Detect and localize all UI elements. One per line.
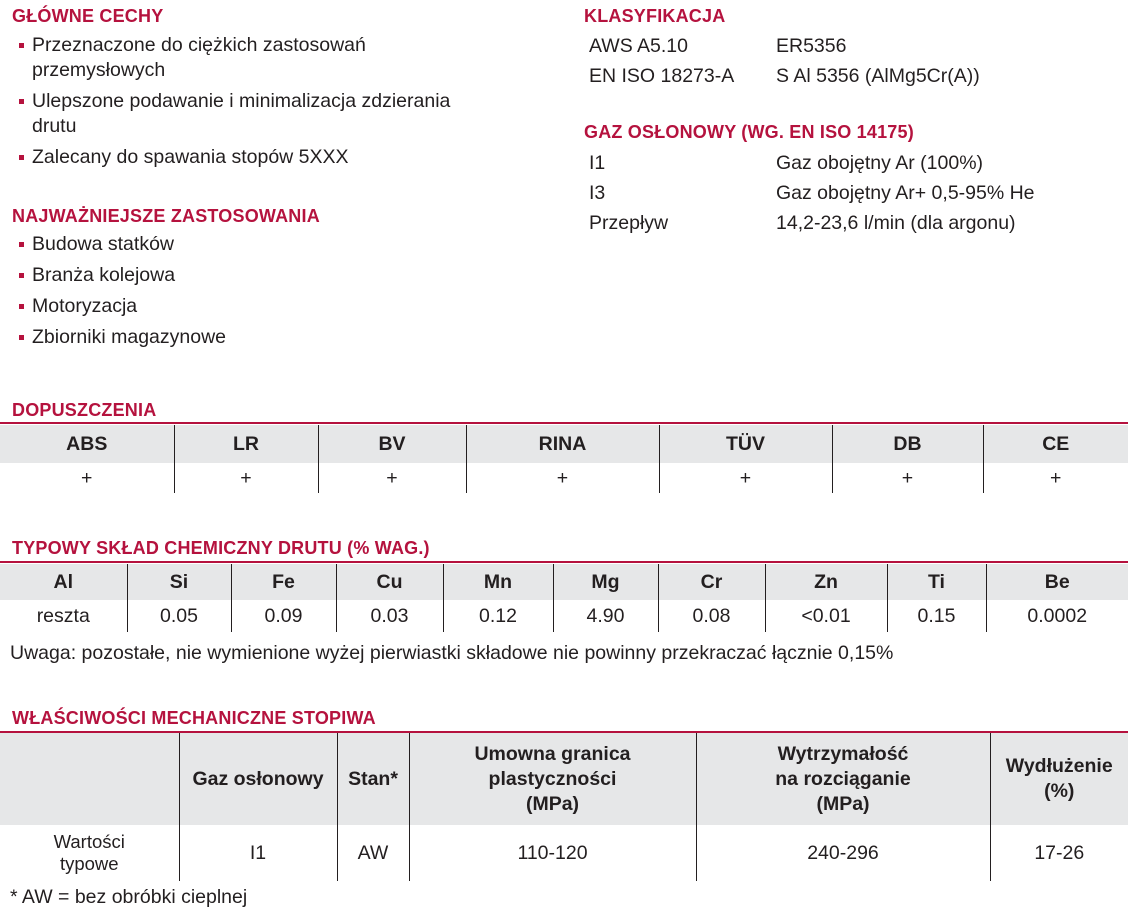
gas-value: Gaz obojętny Ar (100%)	[776, 152, 984, 174]
list-item: Branża kolejowa	[14, 263, 494, 288]
chemistry-divider	[0, 561, 1128, 563]
table-header-cell: Stan*	[337, 733, 409, 825]
gas-key: I3	[589, 182, 606, 204]
gas-value: Gaz obojętny Ar+ 0,5-95% He	[776, 182, 1035, 204]
table-header-cell: Zn	[765, 564, 887, 600]
classification-heading: KLASYFIKACJA	[584, 6, 726, 26]
classification-standard: EN ISO 18273-A	[589, 65, 735, 87]
table-header-cell: Cr	[658, 564, 765, 600]
list-item: Budowa statków	[14, 232, 494, 257]
chemistry-note: Uwaga: pozostałe, nie wymienione wyżej pierwiastki składowe nie powinny przekraczać łącznie 0,15%	[10, 642, 894, 664]
gas-key: Przepływ	[589, 212, 669, 234]
table-cell: reszta	[36, 604, 90, 627]
mechanical-heading: WŁAŚCIWOŚCI MECHANICZNE STOPIWA	[12, 708, 376, 728]
list-item: Zbiorniki magazynowe	[14, 325, 494, 350]
table-header-row	[0, 564, 1128, 600]
table-cell: +	[174, 463, 318, 493]
chemistry-heading: TYPOWY SKŁAD CHEMICZNY DRUTU (% WAG.)	[12, 538, 430, 558]
table-cell: 0.12	[443, 600, 553, 632]
features-heading: GŁÓWNE CECHY	[12, 6, 164, 26]
applications-heading: NAJWAŻNIEJSZE ZASTOSOWANIA	[12, 206, 320, 226]
table-cell: 0.05	[127, 600, 231, 632]
table-header-cell: Mn	[443, 564, 553, 600]
classification-row	[589, 61, 980, 91]
table-cell: 0.15	[887, 600, 986, 632]
table-header-cell: Gaz osłonowy	[179, 733, 337, 825]
classification-standard: AWS A5.10	[589, 35, 688, 57]
approvals-divider	[0, 422, 1128, 424]
list-item: Przeznaczone do ciężkich zastosowań przemysłowych	[14, 33, 494, 83]
table-header-cell: CE	[983, 425, 1128, 463]
shielding-gas-row	[589, 148, 1035, 178]
table-cell: Wartości typowe	[53, 831, 125, 874]
table-cell: +	[832, 463, 983, 493]
table-cell: 17-26	[990, 825, 1128, 881]
table-cell: 0.09	[231, 600, 336, 632]
table-cell: +	[318, 463, 466, 493]
table-cell: AW	[337, 825, 409, 881]
mechanical-table	[0, 733, 1128, 881]
list-item: Zalecany do spawania stopów 5XXX	[14, 145, 494, 170]
table-cell: +	[983, 463, 1128, 493]
table-cell: 0.03	[336, 600, 443, 632]
table-header-cell: Umowna granica plastyczności (MPa)	[409, 733, 696, 825]
classification-table	[589, 31, 980, 91]
applications-list	[14, 232, 494, 356]
table-header-cell: Wytrzymałość na rozciąganie (MPa)	[696, 733, 990, 825]
table-header-cell: Mg	[553, 564, 658, 600]
table-header-cell: Al	[0, 564, 127, 600]
features-list	[14, 33, 494, 176]
gas-key: I1	[589, 152, 606, 174]
table-header-cell: Wydłużenie (%)	[990, 733, 1128, 825]
table-header-cell: Si	[127, 564, 231, 600]
table-header-cell: Ti	[887, 564, 986, 600]
list-item: Motoryzacja	[14, 294, 494, 319]
table-cell: I1	[179, 825, 337, 881]
shielding-gas-table	[589, 148, 1035, 238]
table-header-cell: Fe	[231, 564, 336, 600]
table-header-cell: DB	[832, 425, 983, 463]
table-cell: +	[466, 463, 659, 493]
gas-value: 14,2-23,6 l/min (dla argonu)	[776, 212, 1016, 234]
table-header-cell	[0, 733, 179, 825]
table-row	[0, 825, 1128, 881]
table-cell: +	[659, 463, 832, 493]
table-header-cell: LR	[174, 425, 318, 463]
table-header-cell: RINA	[466, 425, 659, 463]
shielding-gas-row	[589, 178, 1035, 208]
shielding-gas-heading: GAZ OSŁONOWY (WG. EN ISO 14175)	[584, 122, 914, 142]
table-header-cell: BV	[318, 425, 466, 463]
table-row	[0, 463, 1128, 493]
table-header-row	[0, 733, 1128, 825]
classification-value: S Al 5356 (AlMg5Cr(A))	[776, 65, 980, 87]
table-header-cell: TÜV	[659, 425, 832, 463]
classification-value: ER5356	[776, 35, 847, 57]
table-cell: 0.0002	[986, 600, 1128, 632]
table-cell: +	[81, 466, 93, 489]
table-cell: 240-296	[696, 825, 990, 881]
approvals-table	[0, 425, 1128, 493]
table-cell: 0.08	[658, 600, 765, 632]
chemistry-table	[0, 564, 1128, 632]
table-header-cell: Be	[986, 564, 1128, 600]
approvals-heading: DOPUSZCZENIA	[12, 400, 157, 420]
table-row	[0, 600, 1128, 632]
list-item: Ulepszone podawanie i minimalizacja zdzierania drutu	[14, 89, 494, 139]
mechanical-footnote: * AW = bez obróbki cieplnej	[10, 886, 248, 908]
table-cell: 110-120	[409, 825, 696, 881]
classification-row	[589, 31, 980, 61]
table-header-row	[0, 425, 1128, 463]
shielding-gas-row	[589, 208, 1035, 238]
table-header-cell: Cu	[336, 564, 443, 600]
table-cell: 4.90	[553, 600, 658, 632]
table-header-cell: ABS	[0, 425, 174, 463]
table-cell: <0.01	[765, 600, 887, 632]
